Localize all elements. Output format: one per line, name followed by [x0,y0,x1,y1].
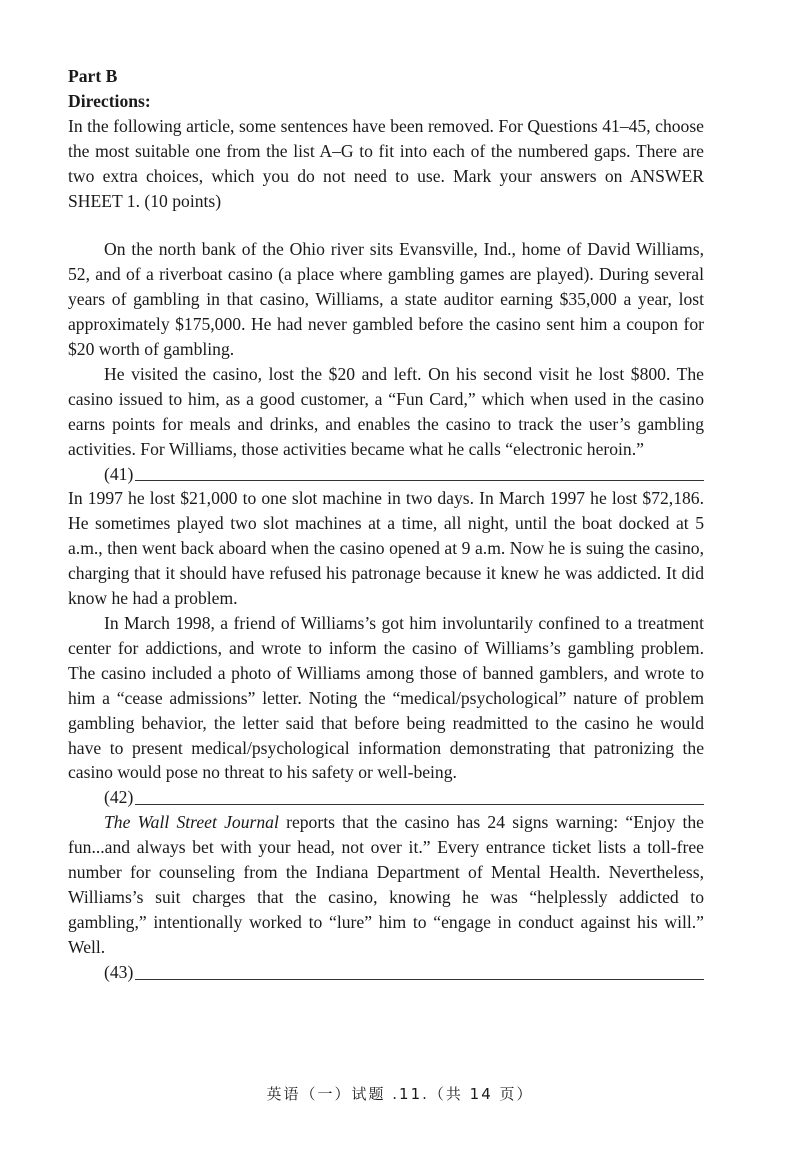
gap-label-41: (41) [104,463,134,484]
gap-line-41[interactable] [135,480,704,481]
gap-line-43[interactable] [135,979,704,980]
article-paragraph-5 [68,810,704,959]
article-paragraph-3: In 1997 he lost $21,000 to one slot machine in two days. In March 1997 he lost $72,186. He sometimes played two slot machines at a time, all night, until the boat docked at 5 a.m., then went back aboard when the casino opened at 9 a.m. Now he is suing the casino, charging that it should have refused his patronage because it knew he was addicted. It did know he had a problem. [68,488,704,609]
directions-title: Directions: [68,90,151,111]
answer-gap-42[interactable] [68,785,704,810]
answer-gap-41[interactable] [68,462,704,487]
exam-page [68,64,704,985]
article-paragraph-2: He visited the casino, lost the $20 and left. On his second visit he lost $800. The casino issued to him, as a good customer, a “Fun Card,” which when used in the casino earns points for meals and drinks, and enables the casino to track the user’s gambling activities. For Williams, those activities became what he calls “electronic heroin.” [68,363,704,459]
article-paragraph-5-text: reports that the casino has 24 signs warning: “Enjoy the fun...and always bet with your head, not over it.” Every entrance ticket lists a toll-free number for counseling from the Indiana Department of Mental Health. Nevertheless, Williams’s suit charges that the casino, knowing he was “helplessly addicted to gambling,” intentionally worked to “lure” him to “engage in conduct against his will.” Well. [68,812,704,957]
gap-line-42[interactable] [135,804,704,805]
directions-text: In the following article, some sentences have been removed. For Questions 41–45, choose the most suitable one from the list A–G to fit into each of the numbered gaps. There are two extra choices, which you do not need to use. Mark your answers on ANSWER SHEET 1. (10 points) [68,115,704,211]
gap-label-43: (43) [104,961,134,982]
page-footer: 英语（一）试题 .11.（共 14 页） [266,1085,534,1103]
article-paragraph-4: In March 1998, a friend of Williams’s got him involuntarily confined to a treatment center for addictions, and wrote to inform the casino of Williams’s gambling problem. The casino included a photo of Williams among those of banned gamblers, and wrote to him a “cease admissions” letter. Noting the “medical/psychological” nature of problem gambling behavior, the letter said that before being readmitted to the casino he would have to present medical/psychological information demonstrating that patronizing the casino would pose no threat to his safety or well-being. [68,613,704,783]
article-paragraph-1: On the north bank of the Ohio river sits Evansville, Ind., home of David Williams, 52, and of a riverboat casino (a place where gambling games are played). During several years of gambling in that casino, Williams, a state auditor earning $35,000 a year, lost approximately $175,000. He had never gambled before the casino sent him a coupon for $20 worth of gambling. [68,239,704,360]
gap-label-42: (42) [104,787,134,808]
part-title: Part B [68,66,118,86]
article [68,237,704,984]
newspaper-title: The Wall Street Journal [104,812,279,833]
answer-gap-43[interactable] [68,960,704,985]
